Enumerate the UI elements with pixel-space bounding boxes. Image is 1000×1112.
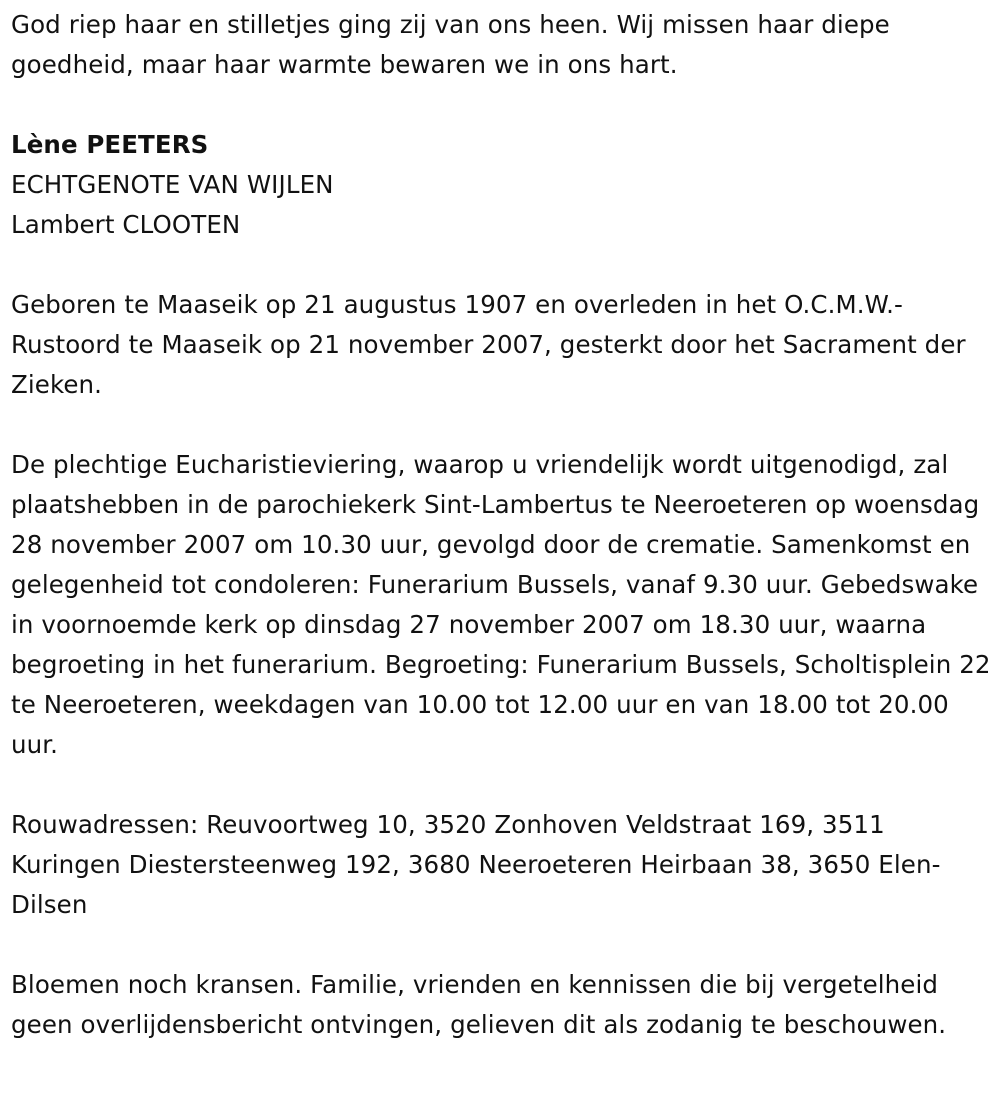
intro-paragraph: God riep haar en stilletjes ging zij van ons heen. Wij missen haar diepe goedheid, maar haar warmte bewaren we in ons hart. <box>11 10 890 79</box>
addresses-paragraph: Rouwadressen: Reuvoortweg 10, 3520 Zonhoven Veldstraat 169, 3511 Kuringen Diestersteenweg 192, 3680 Neeroeteren Heirbaan 38, 3650 Elen-Dilsen <box>11 810 941 919</box>
deceased-name: Lène PEETERS <box>11 130 209 159</box>
closing-paragraph: Bloemen noch kransen. Familie, vrienden en kennissen die bij vergetelheid geen overlijdensbericht ontvingen, gelieven dit als zodanig te beschouwen. <box>11 970 947 1039</box>
spouse-name: Lambert CLOOTEN <box>11 210 241 239</box>
ceremony-paragraph: De plechtige Eucharistieviering, waarop u vriendelijk wordt uitgenodigd, zal plaatshebben in de parochiekerk Sint-Lambertus te Neeroeteren op woensdag 28 november 2007 om 10.30 uur, gevolgd door de crematie. Samenkomst en gelegenheid tot condoleren: Funerarium Bussels, vanaf 9.30 uur. Gebedswake in voornoemde kerk op dinsdag 27 november 2007 om 18.30 uur, waarna begroeting in het funerarium. Begroeting: Funerarium Bussels, Scholtisplein 22 te Neeroeteren, weekdagen van 10.00 tot 12.00 uur en van 18.00 tot 20.00 uur. <box>11 450 991 759</box>
relation-label: ECHTGENOTE VAN WIJLEN <box>11 170 334 199</box>
deceased-block <box>11 125 994 245</box>
birth-death-paragraph: Geboren te Maaseik op 21 augustus 1907 en overleden in het O.C.M.W.-Rustoord te Maaseik op 21 november 2007, gesterkt door het Sacrament der Zieken. <box>11 290 966 399</box>
